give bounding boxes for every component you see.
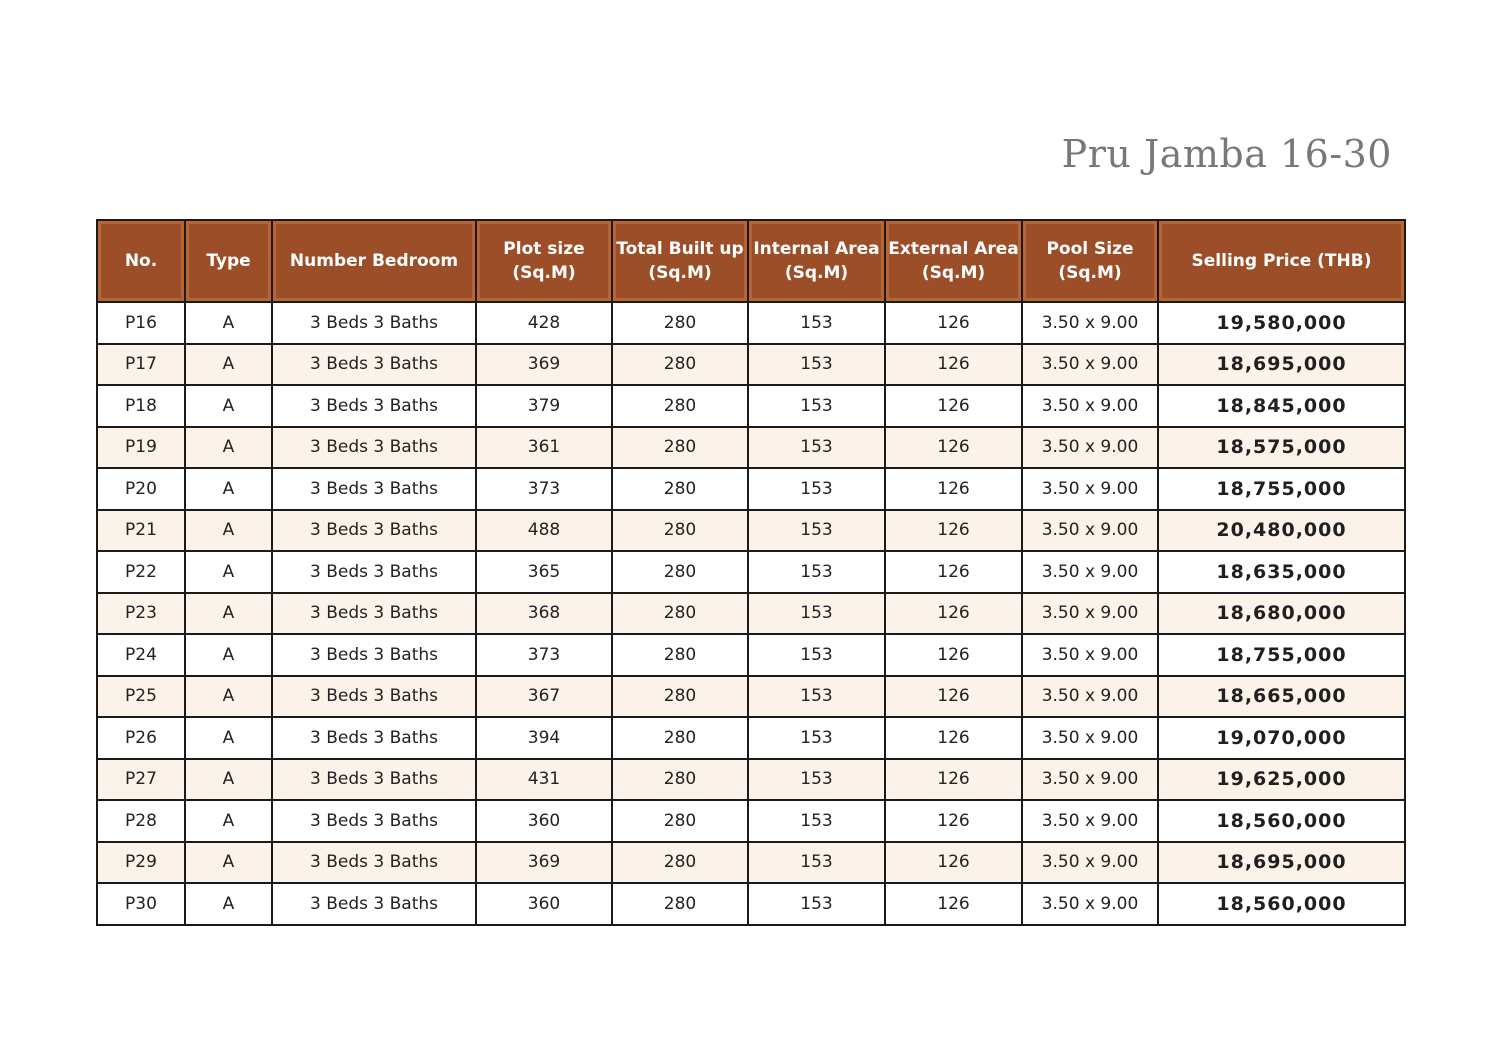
cell-total-built-up: 280 bbox=[612, 717, 748, 759]
cell-internal-area: 153 bbox=[748, 302, 885, 344]
table-row bbox=[97, 759, 1405, 801]
cell-pool-size: 3.50 x 9.00 bbox=[1022, 676, 1158, 718]
cell-type: A bbox=[185, 717, 272, 759]
cell-total-built-up: 280 bbox=[612, 634, 748, 676]
cell-type: A bbox=[185, 344, 272, 386]
cell-external-area: 126 bbox=[885, 344, 1022, 386]
cell-number-bedroom: 3 Beds 3 Baths bbox=[272, 759, 476, 801]
header-type bbox=[185, 220, 272, 302]
cell-plot-size: 373 bbox=[476, 634, 612, 676]
cell-no: P24 bbox=[97, 634, 185, 676]
cell-total-built-up: 280 bbox=[612, 551, 748, 593]
cell-internal-area: 153 bbox=[748, 883, 885, 925]
cell-external-area: 126 bbox=[885, 593, 1022, 635]
table-row bbox=[97, 344, 1405, 386]
cell-pool-size: 3.50 x 9.00 bbox=[1022, 302, 1158, 344]
cell-selling-price: 18,755,000 bbox=[1158, 468, 1405, 510]
cell-type: A bbox=[185, 468, 272, 510]
header-unit: (Sq.M) bbox=[512, 263, 576, 283]
cell-no: P28 bbox=[97, 800, 185, 842]
header-label: No. bbox=[124, 251, 158, 271]
header-label: Pool Size bbox=[1046, 239, 1134, 259]
table-row bbox=[97, 427, 1405, 469]
cell-type: A bbox=[185, 302, 272, 344]
cell-internal-area: 153 bbox=[748, 427, 885, 469]
cell-pool-size: 3.50 x 9.00 bbox=[1022, 759, 1158, 801]
cell-pool-size: 3.50 x 9.00 bbox=[1022, 634, 1158, 676]
cell-pool-size: 3.50 x 9.00 bbox=[1022, 427, 1158, 469]
cell-selling-price: 18,575,000 bbox=[1158, 427, 1405, 469]
table-header-row bbox=[97, 220, 1405, 302]
header-unit: (Sq.M) bbox=[921, 263, 986, 283]
table-row bbox=[97, 634, 1405, 676]
cell-no: P21 bbox=[97, 510, 185, 552]
cell-selling-price: 19,625,000 bbox=[1158, 759, 1405, 801]
cell-number-bedroom: 3 Beds 3 Baths bbox=[272, 427, 476, 469]
header-unit: (Sq.M) bbox=[1058, 263, 1122, 283]
table-row bbox=[97, 842, 1405, 884]
cell-external-area: 126 bbox=[885, 510, 1022, 552]
cell-number-bedroom: 3 Beds 3 Baths bbox=[272, 510, 476, 552]
header-label: Internal Area bbox=[753, 239, 880, 259]
cell-external-area: 126 bbox=[885, 717, 1022, 759]
cell-internal-area: 153 bbox=[748, 593, 885, 635]
cell-total-built-up: 280 bbox=[612, 385, 748, 427]
cell-internal-area: 153 bbox=[748, 468, 885, 510]
cell-type: A bbox=[185, 842, 272, 884]
cell-pool-size: 3.50 x 9.00 bbox=[1022, 468, 1158, 510]
cell-selling-price: 18,635,000 bbox=[1158, 551, 1405, 593]
cell-external-area: 126 bbox=[885, 800, 1022, 842]
cell-type: A bbox=[185, 634, 272, 676]
table-row bbox=[97, 551, 1405, 593]
table-row bbox=[97, 676, 1405, 718]
cell-selling-price: 18,755,000 bbox=[1158, 634, 1405, 676]
cell-no: P25 bbox=[97, 676, 185, 718]
cell-type: A bbox=[185, 510, 272, 552]
cell-external-area: 126 bbox=[885, 468, 1022, 510]
cell-total-built-up: 280 bbox=[612, 800, 748, 842]
cell-internal-area: 153 bbox=[748, 385, 885, 427]
header-label: Plot size bbox=[503, 239, 585, 259]
cell-pool-size: 3.50 x 9.00 bbox=[1022, 800, 1158, 842]
cell-external-area: 126 bbox=[885, 302, 1022, 344]
header-label: Type bbox=[206, 251, 251, 271]
cell-total-built-up: 280 bbox=[612, 427, 748, 469]
cell-number-bedroom: 3 Beds 3 Baths bbox=[272, 344, 476, 386]
cell-plot-size: 394 bbox=[476, 717, 612, 759]
table-row bbox=[97, 800, 1405, 842]
cell-no: P22 bbox=[97, 551, 185, 593]
header-total-built-up bbox=[612, 220, 748, 302]
cell-plot-size: 360 bbox=[476, 800, 612, 842]
cell-total-built-up: 280 bbox=[612, 593, 748, 635]
cell-no: P29 bbox=[97, 842, 185, 884]
cell-total-built-up: 280 bbox=[612, 510, 748, 552]
cell-pool-size: 3.50 x 9.00 bbox=[1022, 883, 1158, 925]
cell-selling-price: 18,695,000 bbox=[1158, 344, 1405, 386]
cell-no: P27 bbox=[97, 759, 185, 801]
cell-external-area: 126 bbox=[885, 634, 1022, 676]
cell-plot-size: 373 bbox=[476, 468, 612, 510]
cell-total-built-up: 280 bbox=[612, 842, 748, 884]
cell-plot-size: 360 bbox=[476, 883, 612, 925]
cell-internal-area: 153 bbox=[748, 344, 885, 386]
page-title: Pru Jamba 16-30 bbox=[1061, 132, 1392, 176]
cell-internal-area: 153 bbox=[748, 800, 885, 842]
cell-pool-size: 3.50 x 9.00 bbox=[1022, 551, 1158, 593]
cell-type: A bbox=[185, 676, 272, 718]
cell-no: P19 bbox=[97, 427, 185, 469]
cell-total-built-up: 280 bbox=[612, 344, 748, 386]
table-row bbox=[97, 468, 1405, 510]
cell-number-bedroom: 3 Beds 3 Baths bbox=[272, 676, 476, 718]
table-body bbox=[97, 302, 1405, 925]
cell-plot-size: 379 bbox=[476, 385, 612, 427]
cell-plot-size: 367 bbox=[476, 676, 612, 718]
header-no bbox=[97, 220, 185, 302]
cell-type: A bbox=[185, 593, 272, 635]
table-row bbox=[97, 593, 1405, 635]
cell-no: P18 bbox=[97, 385, 185, 427]
cell-internal-area: 153 bbox=[748, 551, 885, 593]
cell-plot-size: 369 bbox=[476, 344, 612, 386]
header-label: External Area bbox=[888, 239, 1019, 259]
table-row bbox=[97, 385, 1405, 427]
cell-no: P30 bbox=[97, 883, 185, 925]
cell-no: P23 bbox=[97, 593, 185, 635]
cell-plot-size: 428 bbox=[476, 302, 612, 344]
table-row bbox=[97, 302, 1405, 344]
cell-number-bedroom: 3 Beds 3 Baths bbox=[272, 302, 476, 344]
header-label: Selling Price (THB) bbox=[1191, 251, 1372, 271]
cell-total-built-up: 280 bbox=[612, 759, 748, 801]
cell-external-area: 126 bbox=[885, 883, 1022, 925]
cell-type: A bbox=[185, 883, 272, 925]
cell-no: P17 bbox=[97, 344, 185, 386]
cell-internal-area: 153 bbox=[748, 676, 885, 718]
cell-number-bedroom: 3 Beds 3 Baths bbox=[272, 468, 476, 510]
cell-selling-price: 18,665,000 bbox=[1158, 676, 1405, 718]
header-unit: (Sq.M) bbox=[648, 263, 712, 283]
cell-external-area: 126 bbox=[885, 676, 1022, 718]
cell-selling-price: 20,480,000 bbox=[1158, 510, 1405, 552]
cell-total-built-up: 280 bbox=[612, 883, 748, 925]
cell-type: A bbox=[185, 385, 272, 427]
cell-type: A bbox=[185, 427, 272, 469]
cell-external-area: 126 bbox=[885, 385, 1022, 427]
cell-external-area: 126 bbox=[885, 759, 1022, 801]
header-pool-size bbox=[1022, 220, 1158, 302]
cell-no: P26 bbox=[97, 717, 185, 759]
cell-selling-price: 18,560,000 bbox=[1158, 800, 1405, 842]
cell-plot-size: 368 bbox=[476, 593, 612, 635]
cell-external-area: 126 bbox=[885, 551, 1022, 593]
cell-no: P16 bbox=[97, 302, 185, 344]
cell-pool-size: 3.50 x 9.00 bbox=[1022, 385, 1158, 427]
table-row bbox=[97, 717, 1405, 759]
cell-number-bedroom: 3 Beds 3 Baths bbox=[272, 385, 476, 427]
price-list-table bbox=[96, 219, 1406, 926]
header-number-bedroom bbox=[272, 220, 476, 302]
cell-number-bedroom: 3 Beds 3 Baths bbox=[272, 883, 476, 925]
cell-selling-price: 18,560,000 bbox=[1158, 883, 1405, 925]
header-selling-price bbox=[1158, 220, 1405, 302]
cell-total-built-up: 280 bbox=[612, 302, 748, 344]
cell-internal-area: 153 bbox=[748, 842, 885, 884]
cell-plot-size: 365 bbox=[476, 551, 612, 593]
cell-type: A bbox=[185, 800, 272, 842]
cell-selling-price: 18,845,000 bbox=[1158, 385, 1405, 427]
cell-pool-size: 3.50 x 9.00 bbox=[1022, 344, 1158, 386]
cell-total-built-up: 280 bbox=[612, 676, 748, 718]
cell-pool-size: 3.50 x 9.00 bbox=[1022, 717, 1158, 759]
cell-external-area: 126 bbox=[885, 427, 1022, 469]
cell-external-area: 126 bbox=[885, 842, 1022, 884]
cell-plot-size: 369 bbox=[476, 842, 612, 884]
cell-plot-size: 488 bbox=[476, 510, 612, 552]
cell-no: P20 bbox=[97, 468, 185, 510]
header-label: Total Built up bbox=[616, 239, 744, 259]
header-label: Number Bedroom bbox=[289, 251, 459, 271]
cell-selling-price: 19,580,000 bbox=[1158, 302, 1405, 344]
cell-number-bedroom: 3 Beds 3 Baths bbox=[272, 717, 476, 759]
cell-plot-size: 361 bbox=[476, 427, 612, 469]
cell-selling-price: 19,070,000 bbox=[1158, 717, 1405, 759]
cell-internal-area: 153 bbox=[748, 510, 885, 552]
price-list-table-container bbox=[96, 219, 1404, 926]
cell-number-bedroom: 3 Beds 3 Baths bbox=[272, 593, 476, 635]
cell-pool-size: 3.50 x 9.00 bbox=[1022, 593, 1158, 635]
header-unit: (Sq.M) bbox=[784, 263, 849, 283]
header-plot-size bbox=[476, 220, 612, 302]
cell-selling-price: 18,680,000 bbox=[1158, 593, 1405, 635]
cell-number-bedroom: 3 Beds 3 Baths bbox=[272, 842, 476, 884]
table-header bbox=[97, 220, 1405, 302]
table-row bbox=[97, 510, 1405, 552]
cell-total-built-up: 280 bbox=[612, 468, 748, 510]
cell-type: A bbox=[185, 551, 272, 593]
cell-internal-area: 153 bbox=[748, 634, 885, 676]
cell-pool-size: 3.50 x 9.00 bbox=[1022, 510, 1158, 552]
header-external-area bbox=[885, 220, 1022, 302]
header-internal-area bbox=[748, 220, 885, 302]
cell-plot-size: 431 bbox=[476, 759, 612, 801]
cell-internal-area: 153 bbox=[748, 717, 885, 759]
cell-number-bedroom: 3 Beds 3 Baths bbox=[272, 634, 476, 676]
table-row bbox=[97, 883, 1405, 925]
cell-type: A bbox=[185, 759, 272, 801]
cell-number-bedroom: 3 Beds 3 Baths bbox=[272, 800, 476, 842]
cell-selling-price: 18,695,000 bbox=[1158, 842, 1405, 884]
cell-number-bedroom: 3 Beds 3 Baths bbox=[272, 551, 476, 593]
cell-internal-area: 153 bbox=[748, 759, 885, 801]
cell-pool-size: 3.50 x 9.00 bbox=[1022, 842, 1158, 884]
